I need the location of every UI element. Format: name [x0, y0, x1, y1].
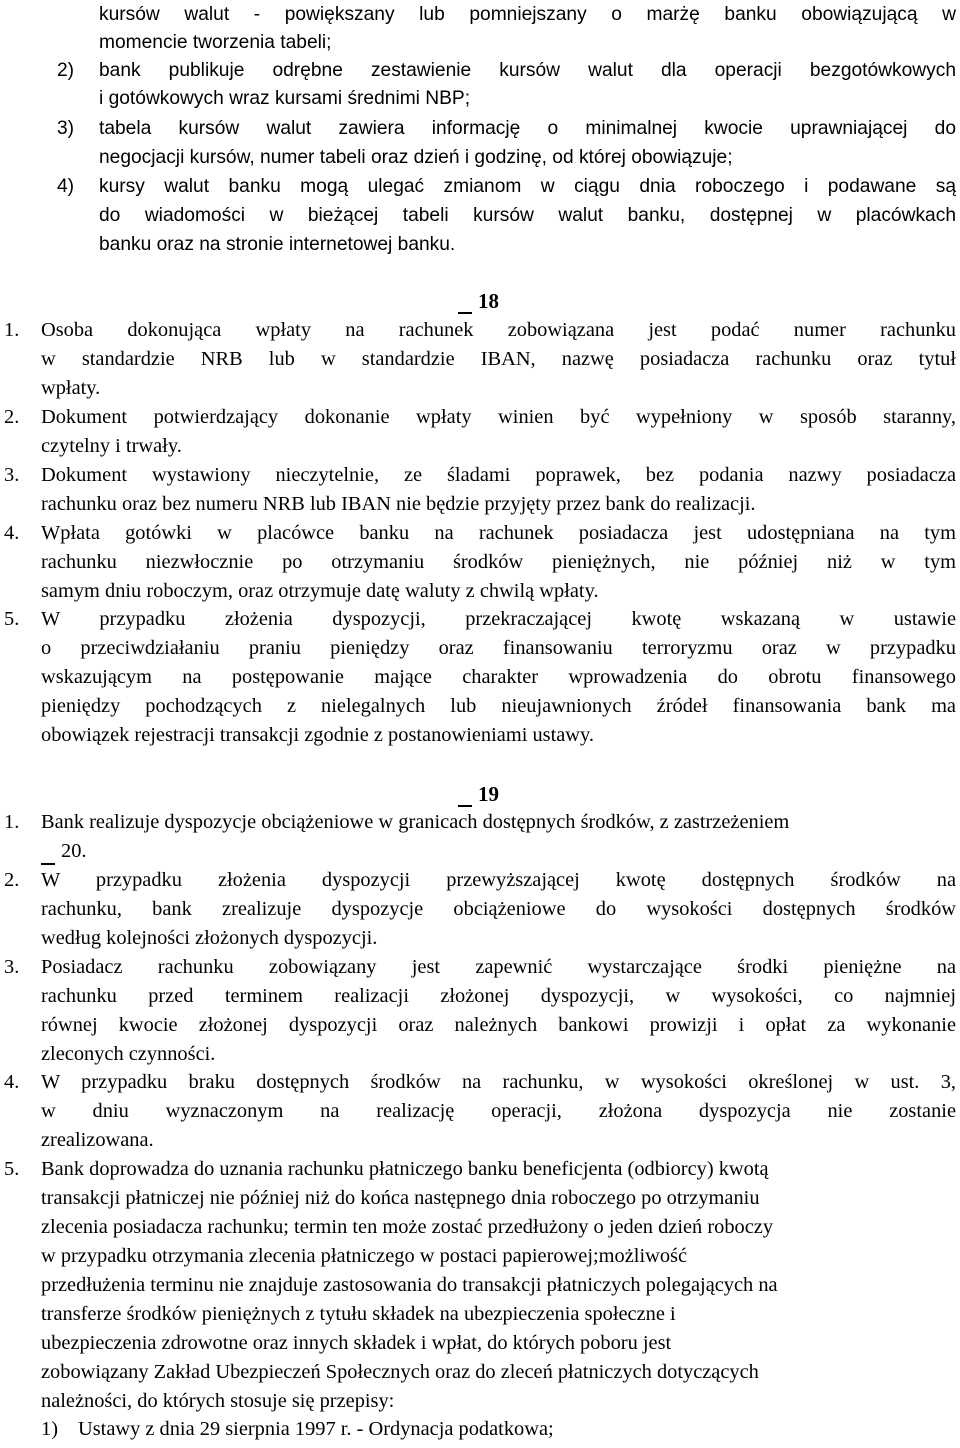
section-heading: [458, 286, 499, 316]
text-line: i gotówkowych wraz kursami średnimi NBP;: [99, 88, 471, 109]
text-line: negocjacji kursów, numer tabeli oraz dzień i godzinę, od której obowiązuje;: [99, 147, 733, 168]
text-line: pieniędzy pochodzących z nielegalnych lub nieujawnionych źródeł finansowania bank ma: [41, 695, 956, 717]
text-line: rachunku, bank zrealizuje dyspozycje obciążeniowe do wysokości dostępnych środków: [41, 898, 956, 920]
list-item-number: 5.: [4, 608, 20, 630]
list-item-number: 1.: [4, 319, 20, 341]
text-line: zobowiązany Zakład Ubezpieczeń Społecznych oraz do zleceń płatniczych dotyczących: [41, 1361, 759, 1383]
text-line: Bank realizuje dyspozycje obciążeniowe w granicach dostępnych środków, z zastrzeżeniem: [41, 811, 790, 833]
text-line: transferze środków pieniężnych z tytułu składek na ubezpieczenia społeczne i: [41, 1303, 676, 1325]
text-line: należności, do których stosuje się przepisy:: [41, 1390, 395, 1412]
cross-reference: 20.: [61, 840, 87, 862]
list-item-number: 3): [57, 118, 75, 139]
text-line: momencie tworzenia tabeli;: [99, 32, 332, 53]
text-line: przedłużenia terminu nie znajduje zastosowania do transakcji płatniczych polegających na: [41, 1274, 778, 1296]
text-line: obowiązek rejestracji transakcji zgodnie z postanowieniami ustawy.: [41, 724, 594, 746]
text-line: Posiadacz rachunku zobowiązany jest zapewnić wystarczające środki pieniężne na: [41, 956, 956, 978]
list-item-number: 2.: [4, 406, 20, 428]
text-line: wskazującym na postępowanie mające charakter wprowadzenia do obrotu finansowego: [41, 666, 956, 688]
text-line: Wpłata gotówki w placówce banku na rachunek posiadacza jest udostępniana na tym: [41, 522, 956, 544]
text-line: banku oraz na stronie internetowej banku.: [99, 234, 456, 255]
section-number: 18: [478, 289, 499, 313]
text-line: według kolejności złożonych dyspozycji.: [41, 927, 378, 949]
text-line: Dokument potwierdzający dokonanie wpłaty winien być wypełniony w sposób staranny,: [41, 406, 956, 428]
list-item-number: 1): [41, 1418, 58, 1440]
section-mark-underline: [458, 805, 472, 807]
list-item-number: 4.: [4, 522, 20, 544]
text-line: zlecenia posiadacza rachunku; termin ten może zostać przedłużony o jeden dzień roboczy: [41, 1216, 774, 1238]
section-number: 19: [478, 782, 499, 806]
text-line: czytelny i trwały.: [41, 435, 182, 457]
text-line: [41, 837, 87, 866]
text-line: Ustawy z dnia 29 sierpnia 1997 r. - Ordynacja podatkowa;: [78, 1418, 554, 1440]
text-line: zleconych czynności.: [41, 1043, 216, 1065]
text-line: rachunku oraz bez numeru NRB lub IBAN nie będzie przyjęty przez bank do realizacji.: [41, 493, 756, 515]
text-line: W przypadku złożenia dyspozycji, przekraczającej kwotę wskazaną w ustawie: [41, 608, 956, 630]
text-line: w dniu wyznaczonym na realizację operacji, złożona dyspozycja nie zostanie: [41, 1100, 956, 1122]
text-line: do wiadomości w bieżącej tabeli kursów walut banku, dostępnej w placówkach: [99, 205, 956, 226]
text-line: w standardzie NRB lub w standardzie IBAN, nazwę posiadacza rachunku oraz tytuł: [41, 348, 956, 370]
text-line: bank publikuje odrębne zestawienie kursów walut dla operacji bezgotówkowych: [99, 60, 956, 81]
section-mark-underline: [458, 312, 472, 314]
list-item-number: 1.: [4, 811, 20, 833]
text-line: tabela kursów walut zawiera informację o minimalnej kwocie uprawniającej do: [99, 118, 956, 139]
section-heading: [458, 779, 499, 809]
text-line: równej kwocie złożonej dyspozycji oraz należnych bankowi prowizji i opłat za wykonanie: [41, 1014, 956, 1036]
list-item-number: 3.: [4, 956, 20, 978]
text-line: Osoba dokonująca wpłaty na rachunek zobowiązana jest podać numer rachunku: [41, 319, 956, 341]
list-item-number: 5.: [4, 1158, 20, 1180]
text-line: zrealizowana.: [41, 1129, 154, 1151]
list-item-number: 4): [57, 176, 75, 197]
list-item-number: 4.: [4, 1071, 20, 1093]
text-line: wpłaty.: [41, 377, 101, 399]
section-mark-underline: [41, 863, 55, 865]
text-line: rachunku przed terminem realizacji złożonej dyspozycji, w wysokości, co najmniej: [41, 985, 956, 1007]
list-item-number: 3.: [4, 464, 20, 486]
list-item-number: 2.: [4, 869, 20, 891]
text-line: o przeciwdziałaniu praniu pieniędzy oraz finansowaniu terroryzmu oraz w przypadku: [41, 637, 956, 659]
text-line: w przypadku otrzymania zlecenia płatniczego w postaci papierowej;możliwość: [41, 1245, 688, 1267]
text-line: Bank doprowadza do uznania rachunku płatniczego banku beneficjenta (odbiorcy) kwotą: [41, 1158, 769, 1180]
text-line: transakcji płatniczej nie później niż do końca następnego dnia roboczego po otrzymaniu: [41, 1187, 760, 1209]
text-line: W przypadku złożenia dyspozycji przewyższającej kwotę dostępnych środków na: [41, 869, 956, 891]
text-line: Dokument wystawiony nieczytelnie, ze śladami poprawek, bez podania nazwy posiadacza: [41, 464, 956, 486]
text-line: samym dniu roboczym, oraz otrzymuje datę waluty z chwilą wpłaty.: [41, 580, 599, 602]
text-line: W przypadku braku dostępnych środków na rachunku, w wysokości określonej w ust. 3,: [41, 1071, 956, 1093]
list-item-number: 2): [57, 60, 75, 81]
text-line: kursy walut banku mogą ulegać zmianom w ciągu dnia roboczego i podawane są: [99, 176, 956, 197]
text-line: rachunku niezwłocznie po otrzymaniu środków pieniężnych, nie później niż w tym: [41, 551, 956, 573]
text-line: kursów walut - powiększany lub pomniejszany o marżę banku obowiązującą w: [99, 4, 956, 25]
text-line: ubezpieczenia zdrowotne oraz innych składek i wpłat, do których poboru jest: [41, 1332, 672, 1354]
